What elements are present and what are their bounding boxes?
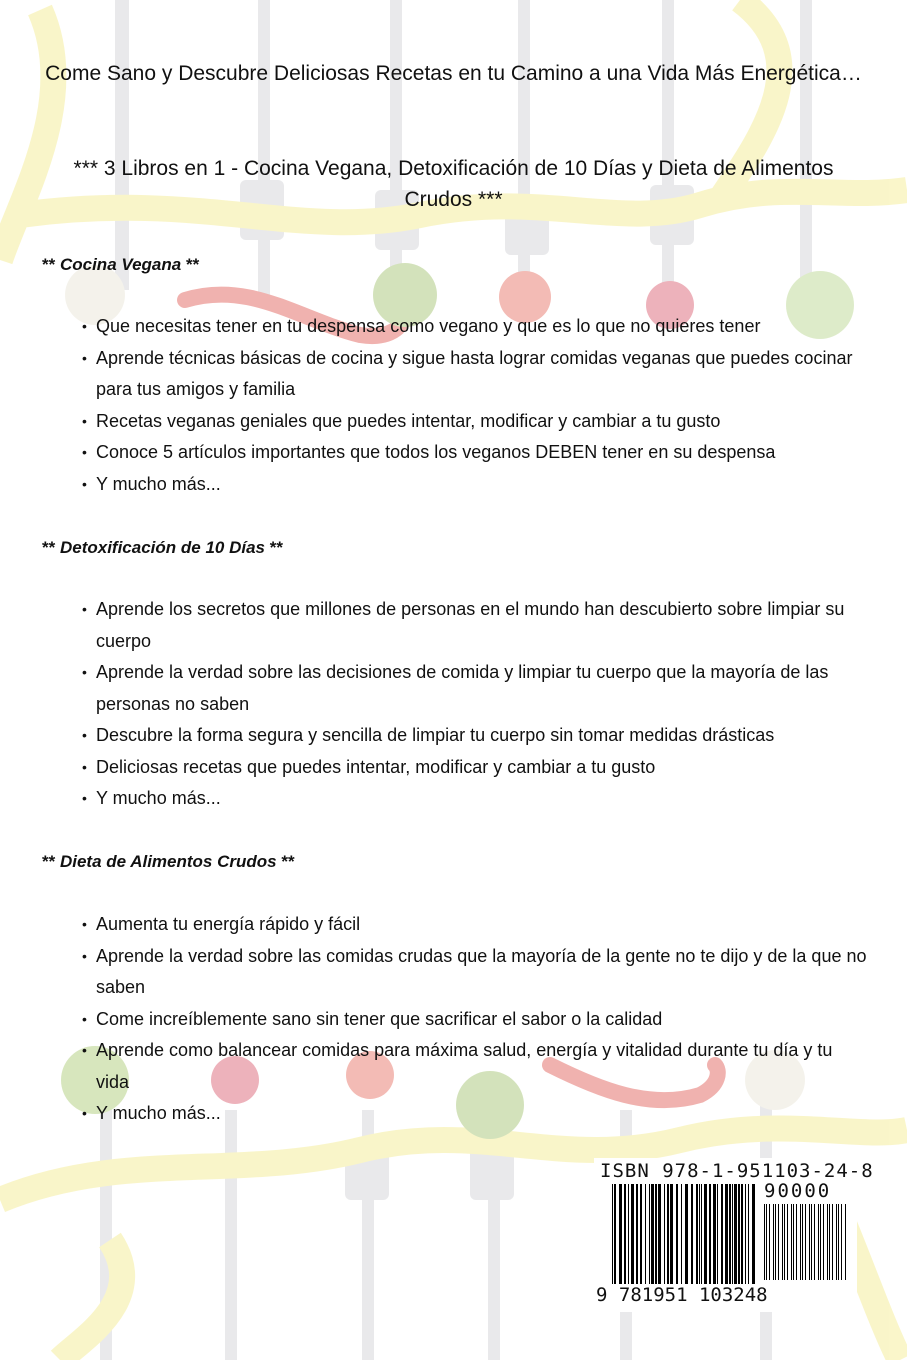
section-title-cocina-vegana: ** Cocina Vegana ** xyxy=(42,255,200,274)
addon-barcode-bars xyxy=(764,1204,849,1280)
list-item: • Aprende la verdad sobre las comidas crudas que la mayoría de la gente no te dijo y de la que no saben xyxy=(80,941,870,1004)
isbn-label: ISBN 978-1-951103-24-8 xyxy=(600,1160,874,1182)
list-item: • Descubre la forma segura y sencilla de limpiar tu cuerpo sin tomar medidas drásticas xyxy=(80,720,870,752)
list-item: • Aumenta tu energía rápido y fácil xyxy=(80,909,870,941)
list-item: • Y mucho más... xyxy=(80,783,870,815)
list-item: • Recetas veganas geniales que puedes intentar, modificar y cambiar a tu gusto xyxy=(80,406,870,438)
list-item: • Aprende los secretos que millones de personas en el mundo han descubierto sobre limpiar su cuerpo xyxy=(80,594,870,657)
section-title-detoxificacion: ** Detoxificación de 10 Días ** xyxy=(42,538,283,557)
price-addon-digits: 90000 xyxy=(764,1180,832,1202)
section-title-alimentos-crudos: ** Dieta de Alimentos Crudos ** xyxy=(42,852,295,871)
ean-barcode-bars xyxy=(612,1184,757,1284)
alimentos-crudos-list xyxy=(80,909,870,1130)
list-item: • Que necesitas tener en tu despensa como vegano y que es lo que no quieres tener xyxy=(80,311,870,343)
list-item: • Aprende técnicas básicas de cocina y sigue hasta lograr comidas veganas que puedes cocinar para tus amigos y familia xyxy=(80,343,870,406)
cocina-vegana-list xyxy=(80,311,870,500)
list-item: • Aprende la verdad sobre las decisiones de comida y limpiar tu cuerpo que la mayoría de las personas no saben xyxy=(80,657,870,720)
tagline: Come Sano y Descubre Deliciosas Recetas en tu Camino a una Vida Más Energética… xyxy=(45,62,862,85)
detoxificacion-list xyxy=(80,594,870,815)
list-item: • Conoce 5 artículos importantes que todos los veganos DEBEN tener en su despensa xyxy=(80,437,870,469)
list-item: • Deliciosas recetas que puedes intentar, modificar y cambiar a tu gusto xyxy=(80,752,870,784)
list-item: • Y mucho más... xyxy=(80,469,870,501)
isbn-barcode xyxy=(594,1158,874,1312)
list-item: • Y mucho más... xyxy=(80,1098,870,1130)
list-item: • Come increíblemente sano sin tener que sacrificar el sabor o la calidad xyxy=(80,1004,870,1036)
ean-digits: 9 781951 103248 xyxy=(596,1284,768,1306)
list-item: • Aprende como balancear comidas para máxima salud, energía y vitalidad durante tu día y tu vida xyxy=(80,1035,870,1098)
subtitle-three-in-one: *** 3 Libros en 1 - Cocina Vegana, Detoxificación de 10 Días y Dieta de Alimentos Crudos *** xyxy=(73,157,834,211)
